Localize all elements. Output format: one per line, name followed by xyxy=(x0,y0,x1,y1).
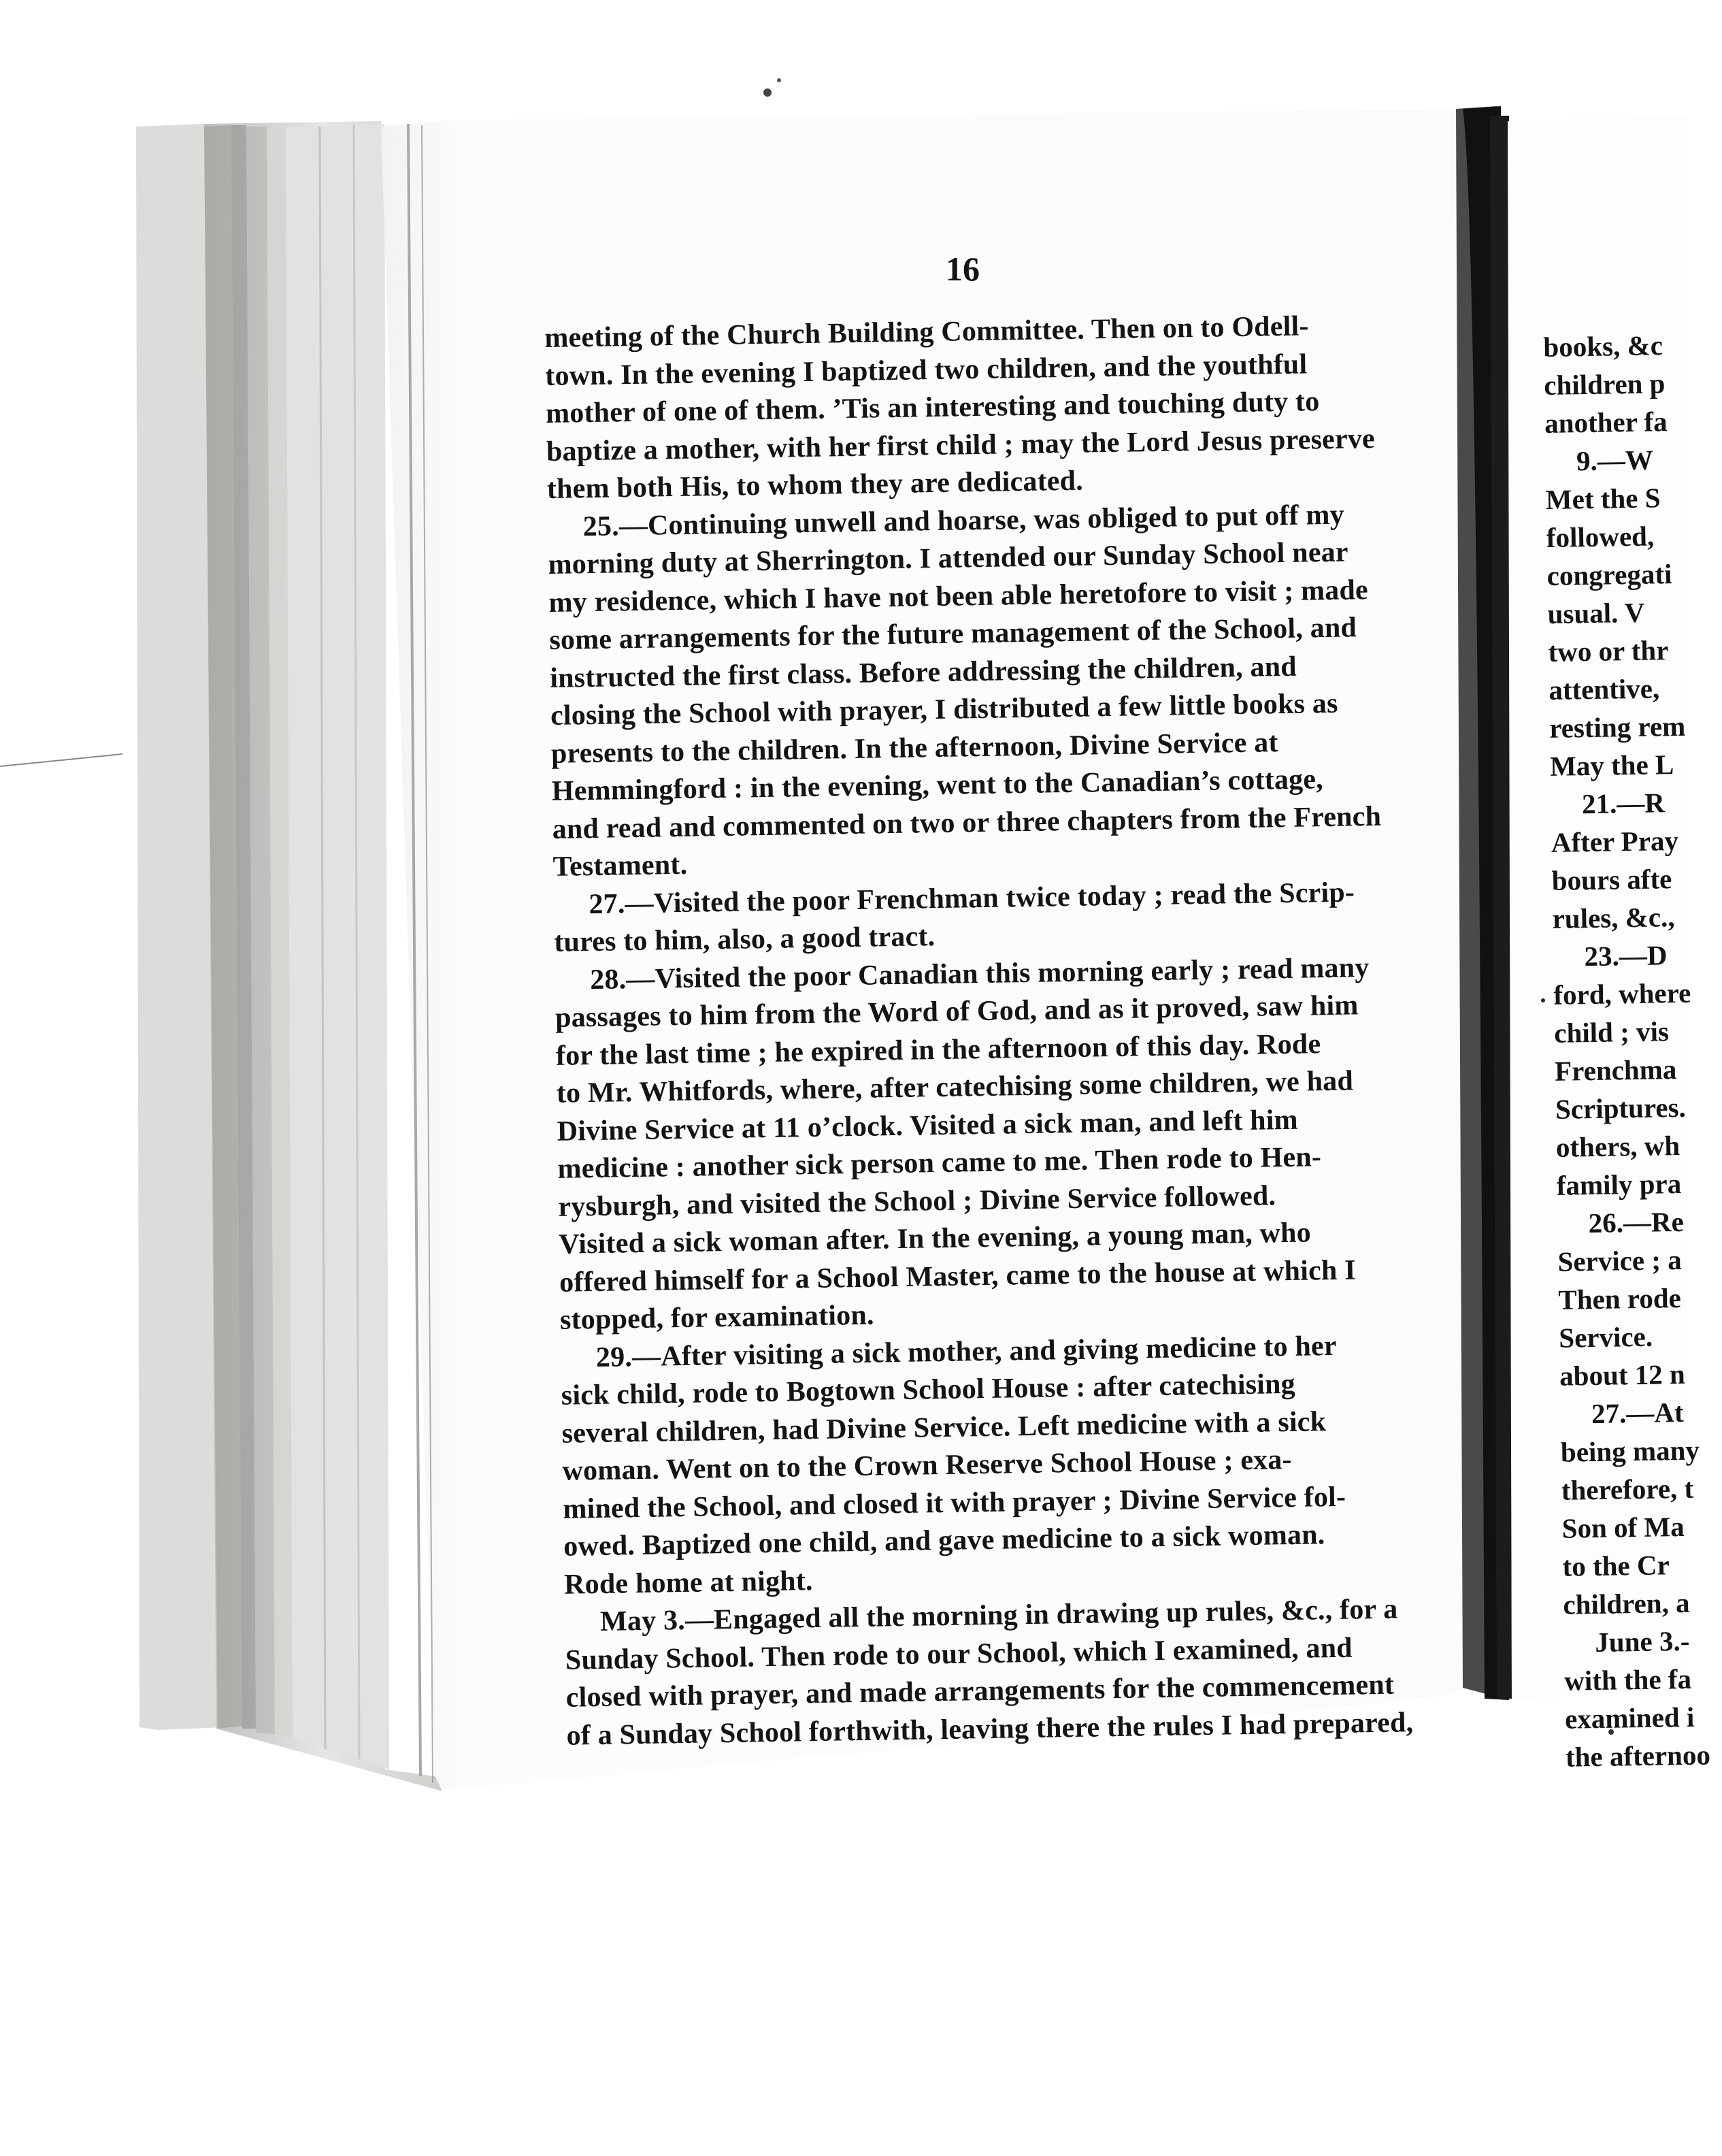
right-page-line-fragment: another fa xyxy=(1544,406,1668,439)
right-page-line-fragment: followed, xyxy=(1546,520,1655,553)
text-line: offered himself for a School Master, came to the house at which I xyxy=(559,1254,1357,1298)
text-line: to Mr. Whitfords, where, after catechising some children, we had xyxy=(556,1065,1354,1109)
text-line: closing the School with prayer, I distributed a few little books as xyxy=(550,687,1338,732)
page-number: 16 xyxy=(946,250,980,288)
text-line: 29.—After visiting a sick mother, and giving medicine to her xyxy=(595,1330,1337,1373)
right-page-line-fragment: Son of Ma xyxy=(1561,1510,1685,1544)
right-page-line-fragment: resting rem xyxy=(1549,710,1686,744)
right-page-text-fragment xyxy=(1543,325,1722,1776)
text-line: Rode home at night. xyxy=(563,1565,813,1601)
text-line: morning duty at Sherrington. I attended our Sunday School near xyxy=(548,536,1349,581)
right-page-line-fragment: bours afte xyxy=(1551,863,1672,896)
book-spine-gutter xyxy=(1456,106,1512,1700)
right-page-line-fragment: about 12 n xyxy=(1559,1358,1686,1392)
text-line: several children, had Divine Service. Left medicine with a sick xyxy=(561,1405,1327,1450)
text-line: 25.—Continuing unwell and hoarse, was obliged to put off my xyxy=(582,499,1345,542)
right-page-line-fragment: Service. xyxy=(1558,1320,1653,1354)
text-line: Divine Service at 11 o’clock. Visited a sick man, and left him xyxy=(557,1104,1299,1147)
right-page-line-fragment: others, wh xyxy=(1555,1129,1680,1163)
text-line: woman. Went on to the Crown Reserve School House ; exa- xyxy=(562,1443,1293,1487)
right-page-line-fragment: rules, &c., xyxy=(1552,901,1675,934)
text-line: and read and commented on two or three chapters from the French xyxy=(552,800,1382,845)
text-line: instructed the first class. Before addressing the children, and xyxy=(549,651,1297,694)
text-line: passages to him from the Word of God, and as it proved, saw him xyxy=(554,990,1359,1034)
text-line: some arrangements for the future management of the School, and xyxy=(549,612,1357,656)
right-page-line-fragment: 23.—D xyxy=(1584,939,1668,973)
text-line: meeting of the Church Building Committee. Then on to Odell- xyxy=(544,310,1309,354)
right-page-line-fragment: ford, where xyxy=(1553,977,1691,1011)
right-page-line-fragment: usual. V xyxy=(1547,596,1645,630)
right-page-line-fragment: examined i xyxy=(1564,1701,1695,1735)
left-page-text xyxy=(544,306,1444,1755)
right-page-line-fragment: 26.—Re xyxy=(1588,1205,1685,1239)
right-page-line-fragment: After Pray xyxy=(1551,824,1679,858)
right-page-line-fragment: therefore, t xyxy=(1561,1472,1694,1506)
text-line: mined the School, and closed it with prayer ; Divine Service fol- xyxy=(563,1481,1346,1525)
text-line: presents to the children. In the afternoon, Divine Service at xyxy=(550,726,1278,770)
right-page-line-fragment: being many xyxy=(1560,1434,1700,1468)
text-line: closed with prayer, and made arrangements for the commencement xyxy=(565,1669,1395,1714)
right-page-line-fragment: child ; vis xyxy=(1553,1015,1670,1049)
right-page-line-fragment: Met the S xyxy=(1545,482,1661,515)
right-page-line-fragment: two or thr xyxy=(1548,634,1669,668)
right-page-line-fragment: Service ; a xyxy=(1557,1243,1683,1277)
right-page-line-fragment: congregati xyxy=(1546,558,1672,591)
text-line: town. In the evening I baptized two children, and the youthful xyxy=(544,348,1308,392)
right-page-line-fragment: 21.—R xyxy=(1581,787,1666,820)
text-line: May 3.—Engaged all the morning in drawing up rules, &c., for a xyxy=(599,1593,1398,1637)
right-page-line-fragment: family pra xyxy=(1556,1167,1682,1201)
text-line: Sunday School. Then rode to our School, which I examined, and xyxy=(565,1632,1353,1676)
text-line: Visited a sick woman after. In the evening, a young man, who xyxy=(558,1217,1312,1260)
right-page-line-fragment: with the fa xyxy=(1563,1663,1692,1697)
right-page-line-fragment: the afternoo xyxy=(1565,1739,1711,1773)
right-page-line-fragment: May the L xyxy=(1549,749,1674,782)
text-line: stopped, for examination. xyxy=(559,1299,874,1336)
text-line: Testament. xyxy=(552,849,688,883)
text-line: my residence, which I have not been able heretofore to visit ; made xyxy=(548,574,1369,619)
right-page-line-fragment: Then rode xyxy=(1558,1281,1682,1316)
text-line: of a Sunday School forthwith, leaving there the rules I had prepared, xyxy=(566,1706,1414,1752)
text-line: sick child, rode to Bogtown School House : after catechising xyxy=(561,1368,1296,1411)
right-page-line-fragment: children, a xyxy=(1563,1586,1690,1620)
right-page-line-fragment: 9.—W xyxy=(1576,444,1654,477)
right-page-line-fragment: Frenchma xyxy=(1554,1054,1677,1087)
right-page-line-fragment: 27.—At xyxy=(1591,1396,1684,1430)
right-page-line-fragment: June 3.- xyxy=(1594,1624,1690,1659)
right-page-line-fragment: to the Cr xyxy=(1562,1549,1670,1582)
text-line: 28.—Visited the poor Canadian this morning early ; read many xyxy=(589,951,1370,996)
text-line: Hemmingford : in the evening, went to the Canadian’s cottage, xyxy=(551,764,1324,807)
text-line: for the last time ; he expired in the afternoon of this day. Rode xyxy=(555,1028,1321,1072)
text-line: medicine : another sick person came to me. Then rode to Hen- xyxy=(557,1141,1322,1185)
text-line: owed. Baptized one child, and gave medicine to a sick woman. xyxy=(563,1519,1325,1563)
text-line: baptize a mother, with her first child ; may the Lord Jesus preserve xyxy=(546,423,1376,468)
text-line: mother of one of them. ’Tis an interesting and touching duty to xyxy=(545,386,1320,429)
right-page-line-fragment: attentive, xyxy=(1548,672,1660,706)
right-page-line-fragment: Scriptures. xyxy=(1555,1091,1687,1125)
text-line: rysburgh, and visited the School ; Divine Service followed. xyxy=(558,1179,1276,1223)
text-line: 27.—Visited the poor Frenchman twice today ; read the Scrip- xyxy=(589,876,1355,920)
right-page-line-fragment: children p xyxy=(1543,368,1666,401)
right-page-line-fragment: books, &c xyxy=(1543,329,1663,363)
text-line: tures to him, also, a good tract. xyxy=(554,921,935,958)
text-line: them both His, to whom they are dedicated. xyxy=(546,465,1084,505)
